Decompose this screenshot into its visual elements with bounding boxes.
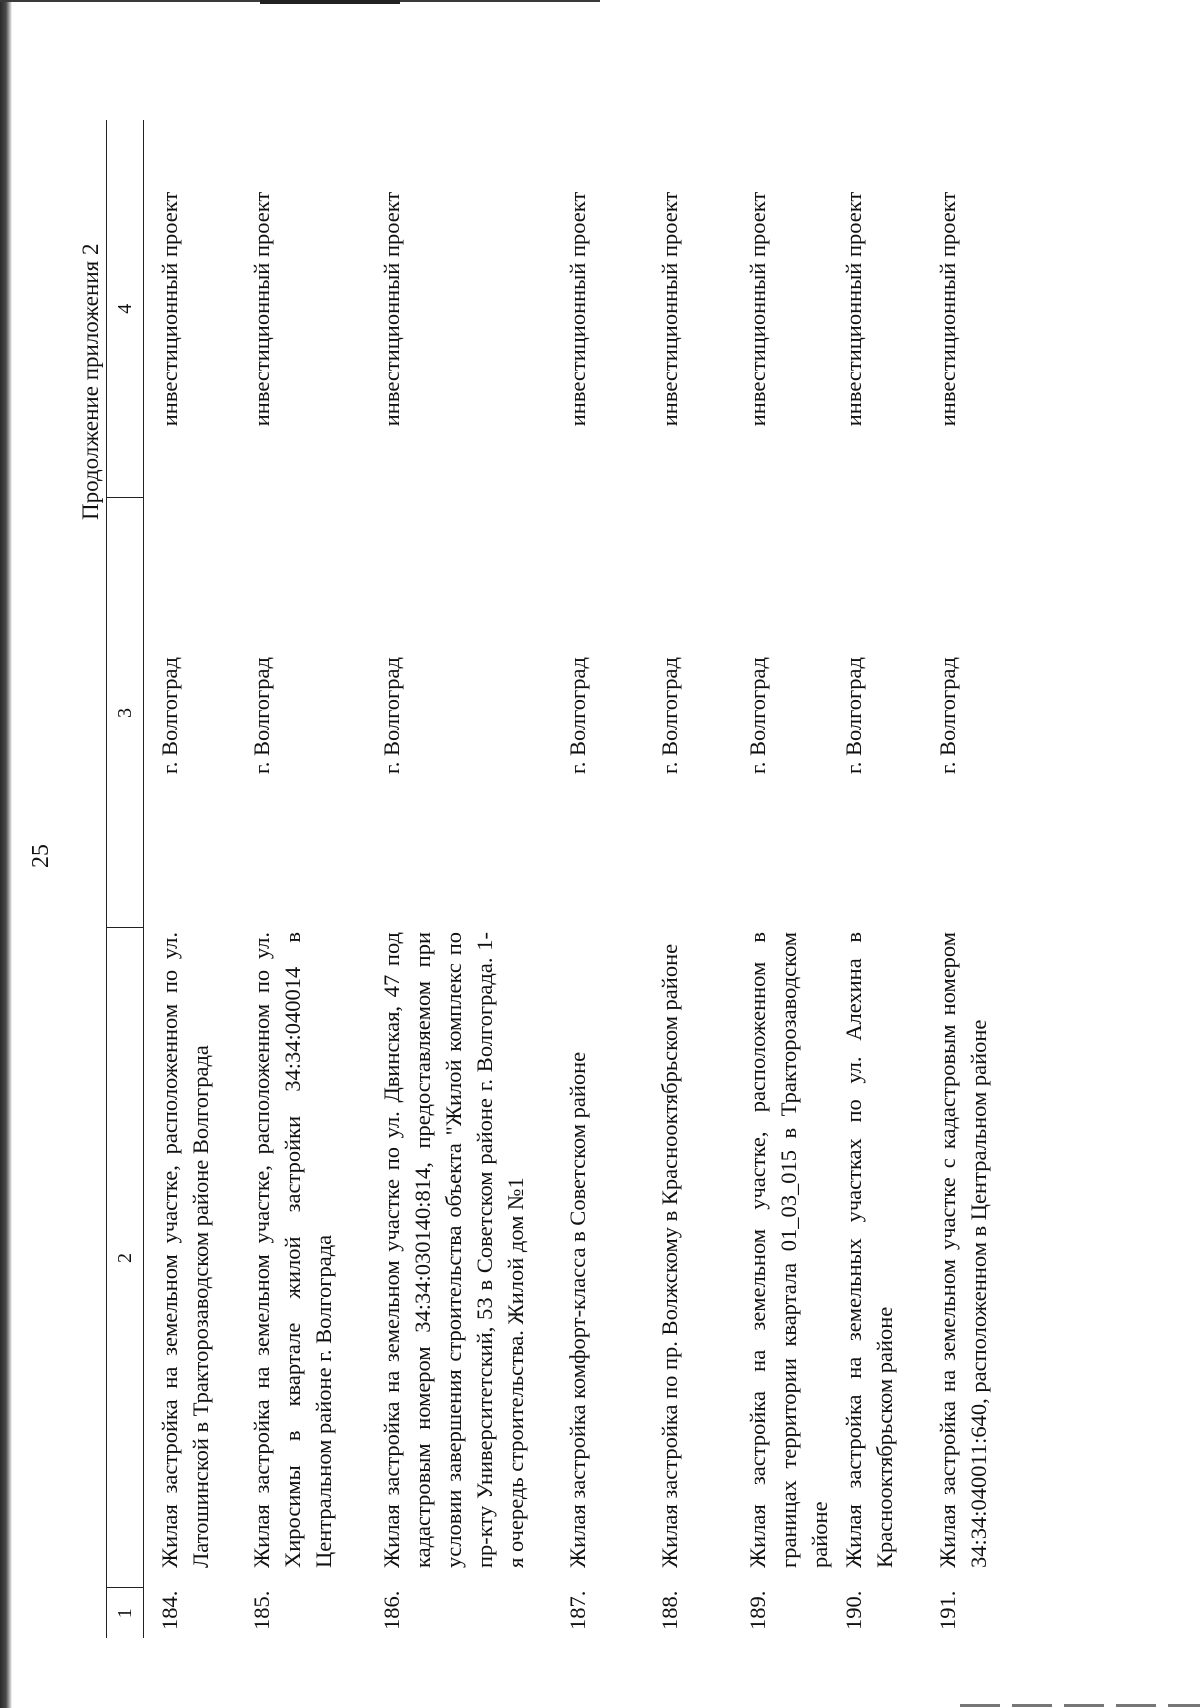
row-description: Жилая застройка на земельном участке, расположенном по ул. Латошинской в Тракторозаводском районе Волгограда — [157, 932, 213, 1568]
row-description: Жилая застройка на земельном участке, расположенном по ул. Хиросимы в квартале жилой застройки 34:34:040014 в Центральном районе г. Волгограда — [249, 932, 336, 1568]
row-description: Жилая застройка на земельном участке, расположенном в границах территории квартала 01_03_015 в Тракторозаводском районе — [745, 932, 832, 1568]
row-description: Жилая застройка комфорт-класса в Советском районе — [565, 1051, 590, 1568]
row-description: Жилая застройка на земельном участке по ул. Двинская, 47 под кадастровым номером 34:34:030140:814, предоставляемом при условии завершения строительства объекта "Жилой комплекс по пр-кту Университетский, 53 в Советском районе г. Волгограда. 1-я очередь строительства. Жилой дом №1 — [379, 932, 528, 1568]
row-number: 190. — [841, 1590, 866, 1630]
row-number: 191. — [935, 1590, 960, 1630]
row-type: инвестиционный проект — [379, 191, 404, 427]
table-header-row — [107, 120, 144, 1638]
table-row — [246, 120, 376, 1638]
row-location: г. Волгоград — [379, 657, 404, 774]
row-type: инвестиционный проект — [565, 191, 590, 427]
row-location: г. Волгоград — [841, 657, 866, 774]
table-row — [932, 120, 1002, 1638]
row-description: Жилая застройка на земельном участке с кадастровым номером 34:34:040011:640, расположенном в Центральном районе — [935, 932, 991, 1568]
column-header: 2 — [107, 928, 144, 1588]
row-type: инвестиционный проект — [249, 191, 274, 427]
table-row — [562, 120, 654, 1638]
table-row — [144, 120, 247, 1638]
row-type: инвестиционный проект — [841, 191, 866, 427]
table-row — [654, 120, 742, 1638]
table-row — [742, 120, 838, 1638]
row-location: г. Волгоград — [249, 657, 274, 774]
row-description: Жилая застройка по пр. Волжскому в Краснооктябрьском районе — [657, 943, 682, 1568]
column-header: 4 — [107, 120, 144, 498]
row-number: 185. — [249, 1590, 274, 1630]
table-row — [838, 120, 932, 1638]
row-number: 186. — [379, 1590, 404, 1630]
row-type: инвестиционный проект — [745, 191, 770, 427]
row-number: 187. — [565, 1590, 590, 1630]
column-header: 3 — [107, 498, 144, 928]
row-description: Жилая застройка на земельных участках по ул. Алехина в Краснооктябрьском районе — [841, 932, 897, 1568]
column-header: 1 — [107, 1588, 144, 1638]
projects-table — [106, 120, 1002, 1638]
row-location: г. Волгоград — [745, 657, 770, 774]
row-location: г. Волгоград — [935, 657, 960, 774]
row-type: инвестиционный проект — [157, 191, 182, 427]
row-location: г. Волгоград — [565, 657, 590, 774]
row-location: г. Волгоград — [657, 657, 682, 774]
row-location: г. Волгоград — [157, 657, 182, 774]
row-number: 189. — [745, 1590, 770, 1630]
row-number: 184. — [157, 1590, 182, 1630]
table-row — [376, 120, 562, 1638]
page-number: 25 — [28, 844, 54, 868]
appendix-caption: Продолжение приложения 2 — [78, 243, 103, 520]
row-type: инвестиционный проект — [657, 191, 682, 427]
row-type: инвестиционный проект — [935, 191, 960, 427]
row-number: 188. — [657, 1590, 682, 1630]
